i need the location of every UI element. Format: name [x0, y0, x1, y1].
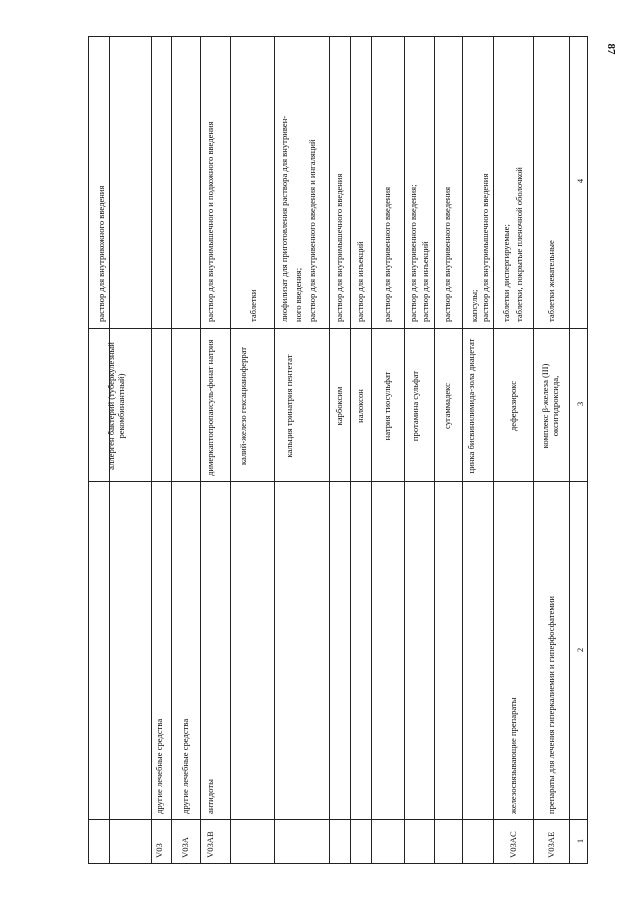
- header-col-1: 1: [575, 838, 585, 844]
- dosage-form-line: ного введения;: [293, 267, 303, 322]
- dosage-form: таблетки жевательные: [546, 240, 556, 322]
- dosage-form: раствор для инъекций: [355, 241, 365, 322]
- dosage-form: таблетки: [248, 289, 258, 322]
- drug-name: протамина сульфат: [410, 370, 420, 442]
- atc-code: V03: [154, 843, 164, 858]
- row-divider: [462, 36, 463, 864]
- group-name: железосвязывающие препараты: [508, 697, 518, 814]
- row-divider: [230, 36, 231, 864]
- row-divider: [350, 36, 351, 864]
- group-name: антидоты: [205, 779, 215, 814]
- dosage-form: раствор для внутрикожного введения: [96, 185, 106, 322]
- dosage-form: раствор для внутримышечного и подкожного введения: [205, 121, 215, 322]
- row-divider: [200, 36, 201, 864]
- col-divider-3-2: [88, 481, 588, 482]
- header-col-4: 4: [575, 178, 585, 184]
- drug-table: [88, 36, 588, 864]
- drug-name: натрия тиосульфат: [382, 371, 392, 441]
- dosage-form-line: раствор для внутримышечного введения: [480, 173, 490, 322]
- row-divider: [371, 36, 372, 864]
- atc-code: V03A: [180, 836, 190, 858]
- row-divider: [434, 36, 435, 864]
- atc-code: V03AB: [205, 831, 215, 858]
- row-divider: [569, 36, 570, 864]
- dosage-form-line: раствор для внутривенного введения;: [408, 184, 418, 322]
- dosage-form: раствор для внутривенного введения: [442, 186, 452, 322]
- drug-name: цинка бисвинилимида-зола диацетат: [466, 338, 476, 474]
- header-col-2: 2: [575, 647, 585, 653]
- drug-name: кальция тринатрия пентетат: [284, 354, 294, 458]
- dosage-form: раствор для внутривенного введения: [382, 186, 392, 322]
- row-divider: [493, 36, 494, 864]
- row-divider: [404, 36, 405, 864]
- group-name: другие лечебные средства: [180, 718, 190, 814]
- row-divider: [533, 36, 534, 864]
- dosage-form-line: таблетки диспергируемые;: [501, 224, 511, 322]
- dosage-form-line: раствор для внутривенного введения и ингаляций: [307, 139, 317, 322]
- drug-name: аллерген бактерий (туберкулезный рекомбинантный): [106, 342, 126, 470]
- group-name: другие лечебные средства: [154, 718, 164, 814]
- table-border-top: [88, 36, 588, 37]
- dosage-form-line: раствор для инъекций: [420, 241, 430, 322]
- row-divider: [151, 36, 152, 864]
- page-number: 87: [605, 43, 617, 55]
- row-divider: [329, 36, 330, 864]
- row-divider: [88, 36, 89, 864]
- dosage-form-line: лиофилизат для приготовления раствора для внутривен-: [279, 115, 289, 322]
- row-divider: [274, 36, 275, 864]
- drug-name: комплекс β-железа (III) оксигидроксида,: [540, 363, 560, 449]
- drug-name: димеркаптопропансуль-фонат натрия: [205, 339, 215, 476]
- drug-name: сугаммадекс: [442, 383, 452, 429]
- drug-name: налоксон: [355, 389, 365, 423]
- table-border-bottom: [88, 863, 588, 864]
- drug-name: карбоксим: [334, 386, 344, 426]
- dosage-form: раствор для внутримышечного введения: [334, 173, 344, 322]
- col-divider-2-1: [88, 819, 588, 820]
- drug-name: деферазирокс: [508, 380, 518, 432]
- drug-name: калий-железо гексацианоферрат: [238, 346, 248, 466]
- header-col-3: 3: [575, 401, 585, 407]
- group-name: препараты для лечения гиперкалиемии и гиперфосфатемии: [546, 596, 556, 814]
- atc-code: V03AE: [546, 831, 556, 858]
- col-divider-4-3: [88, 328, 588, 329]
- dosage-form-line: таблетки, покрытые пленочной оболочкой: [514, 167, 524, 322]
- table-border-right: [587, 36, 588, 864]
- row-divider: [171, 36, 172, 864]
- atc-code: V03AC: [508, 831, 518, 858]
- dosage-form-line: капсулы;: [469, 289, 479, 322]
